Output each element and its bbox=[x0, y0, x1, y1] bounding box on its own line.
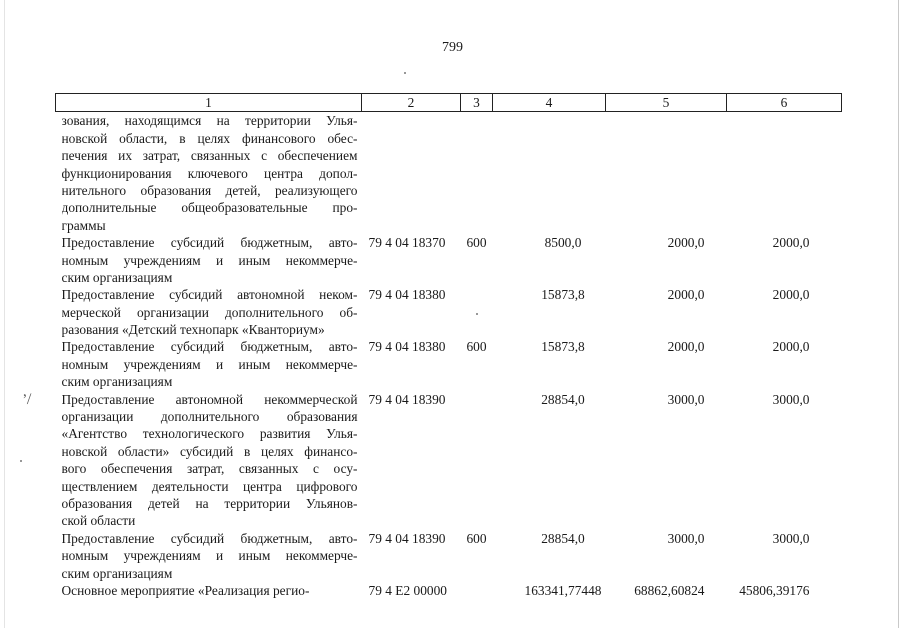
column-header: 4 bbox=[493, 94, 606, 112]
table-row bbox=[56, 112, 842, 234]
row-code: 79 4 04 18380 bbox=[368, 339, 446, 355]
row-value-year-2: 3000,0 bbox=[667, 391, 705, 407]
scan-speck bbox=[476, 313, 478, 315]
row-expense-type bbox=[461, 112, 493, 234]
row-value-year-3: 2000,0 bbox=[772, 287, 810, 303]
row-expense-type bbox=[461, 582, 493, 599]
description-line: организации дополнительного образования bbox=[61, 409, 358, 425]
row-value-year-3: 2000,0 bbox=[772, 339, 810, 355]
table-row bbox=[56, 338, 842, 390]
row-code bbox=[362, 112, 461, 234]
row-value-year-1: 15873,8 bbox=[541, 339, 585, 355]
row-value-year-2 bbox=[606, 112, 727, 234]
row-description bbox=[56, 112, 362, 234]
scan-speck bbox=[404, 72, 406, 74]
description-line: «Агентство технологического развития Улья- bbox=[61, 426, 358, 442]
table-body bbox=[56, 112, 842, 599]
description-line: дополнительные общеобразовательные про- bbox=[61, 200, 358, 216]
description-line: Предоставление субсидий бюджетным, авто- bbox=[61, 339, 358, 355]
description-line: Предоставление автономной некоммерческой bbox=[61, 391, 358, 407]
row-value-year-3: 45806,39176 bbox=[739, 582, 810, 598]
row-code: 79 4 04 18380 bbox=[368, 287, 446, 303]
column-header: 3 bbox=[461, 94, 493, 112]
description-line: нительного образования детей, реализующего bbox=[61, 182, 358, 198]
row-description bbox=[56, 338, 362, 390]
row-value-year-3: 2000,0 bbox=[772, 235, 810, 251]
description-line: ским организациям bbox=[61, 565, 173, 581]
row-description bbox=[56, 234, 362, 286]
description-line: номным учреждениям и иным некоммерче- bbox=[61, 548, 358, 564]
description-line: Предоставление субсидий бюджетным, авто- bbox=[61, 530, 358, 546]
row-description bbox=[56, 582, 362, 599]
row-value-year-3: 3000,0 bbox=[772, 530, 810, 546]
description-line: печения их затрат, связанных с обеспечением bbox=[61, 148, 358, 164]
column-header: 5 bbox=[606, 94, 727, 112]
description-line: Основное мероприятие «Реализация регио- bbox=[61, 582, 310, 598]
description-line: граммы bbox=[61, 217, 106, 233]
row-value-year-2: 3000,0 bbox=[667, 530, 705, 546]
scan-speck bbox=[20, 460, 22, 462]
description-line: ским организациям bbox=[61, 374, 173, 390]
description-line: новской области» субсидий в целях финансо- bbox=[61, 443, 358, 459]
table-row bbox=[56, 530, 842, 582]
row-value-year-2: 2000,0 bbox=[667, 339, 705, 355]
row-value-year-1: 163341,77448 bbox=[524, 582, 602, 598]
row-value-year-3 bbox=[727, 112, 842, 234]
description-line: образования детей на территории Ульянов- bbox=[61, 496, 358, 511]
description-line: ществлением деятельности центра цифрового bbox=[61, 478, 358, 494]
description-line: зования, находящимся на территории Улья- bbox=[61, 113, 358, 129]
row-code: 79 4 E2 00000 bbox=[368, 582, 447, 598]
description-line: новской области, в целях финансового обес- bbox=[61, 130, 358, 146]
column-header: 6 bbox=[727, 94, 842, 112]
row-description bbox=[56, 530, 362, 582]
description-line: вого обеспечения затрат, связанных с осу- bbox=[61, 461, 358, 477]
margin-handwritten-mark: ʼ/ bbox=[20, 391, 33, 409]
description-line: ской области bbox=[61, 513, 136, 529]
table-row bbox=[56, 286, 842, 338]
row-value-year-1: 28854,0 bbox=[541, 391, 585, 407]
description-line: Предоставление субсидий автономной неком- bbox=[61, 287, 358, 303]
row-description bbox=[56, 391, 362, 530]
row-expense-type: 600 bbox=[466, 339, 487, 355]
row-expense-type: 600 bbox=[466, 530, 487, 546]
row-value-year-1: 28854,0 bbox=[541, 530, 585, 546]
table-row bbox=[56, 234, 842, 286]
description-line: номным учреждениям и иным некоммерче- bbox=[61, 252, 358, 268]
row-value-year-2: 2000,0 bbox=[667, 235, 705, 251]
description-line: ским организациям bbox=[61, 269, 173, 285]
row-expense-type: 600 bbox=[466, 235, 487, 251]
budget-table bbox=[55, 93, 842, 599]
row-value-year-1: 15873,8 bbox=[541, 287, 585, 303]
row-value-year-2: 68862,60824 bbox=[634, 582, 705, 598]
row-description bbox=[56, 286, 362, 338]
row-value-year-3: 3000,0 bbox=[772, 391, 810, 407]
table-header-row bbox=[56, 94, 842, 112]
table-row bbox=[56, 391, 842, 530]
description-line: мерческой организации дополнительного об- bbox=[61, 304, 358, 320]
description-line: номным учреждениям и иным некоммерче- bbox=[61, 356, 358, 372]
description-line: Предоставление субсидий бюджетным, авто- bbox=[61, 235, 358, 251]
description-line: разования «Детский технопарк «Кванториум» bbox=[61, 322, 325, 338]
row-code: 79 4 04 18390 bbox=[368, 530, 446, 546]
row-value-year-2: 2000,0 bbox=[667, 287, 705, 303]
column-header: 2 bbox=[362, 94, 461, 112]
page-number: 799 bbox=[442, 40, 463, 55]
row-code: 79 4 04 18390 bbox=[368, 391, 446, 407]
description-line: функционирования ключевого центра допол- bbox=[61, 165, 358, 181]
row-value-year-1 bbox=[493, 112, 606, 234]
row-expense-type bbox=[461, 391, 493, 530]
column-header: 1 bbox=[56, 94, 362, 112]
table-row bbox=[56, 582, 842, 599]
row-code: 79 4 04 18370 bbox=[368, 235, 446, 251]
row-value-year-1: 8500,0 bbox=[544, 235, 582, 251]
